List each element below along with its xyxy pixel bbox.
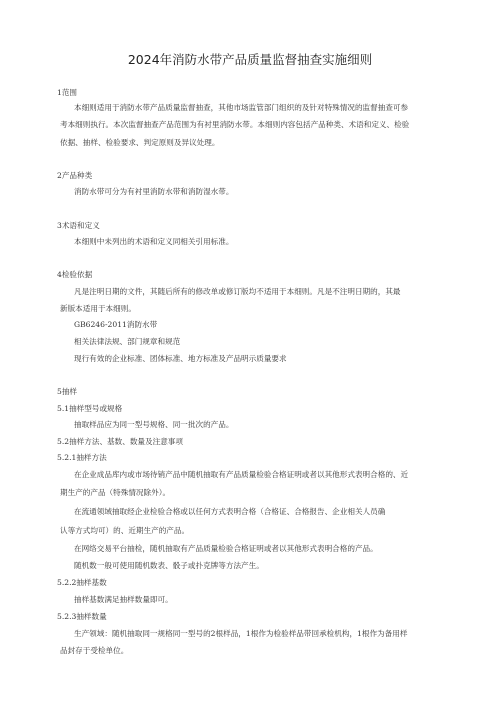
section-4-text-line: 新版本适用于本细则。 — [60, 304, 136, 313]
section-5-text-line: 随机数一般可使用随机数表、骰子或扑克牌等方法产生。 — [74, 561, 264, 570]
section-3-heading: 3术语和定义 — [57, 221, 100, 230]
section-4-text-line: 凡是注明日期的文件，其随后所有的修改单或修订版均不适用于本细则。凡是不注明日期的，其最 — [74, 287, 401, 296]
subsection-5-2-2-heading: 5.2.2抽样基数 — [57, 578, 107, 587]
section-5-text-line: 在网络交易平台抽检，随机抽取有产品质量检验合格证明或者以其他形式表明合格的产品。 — [74, 544, 378, 553]
section-1-text-line: 依据、抽样、检验要求、判定原则及异议处理。 — [60, 138, 220, 147]
section-1-text-line: 考本细则执行。本次监督抽查产品范围为有衬里消防水带。本细则内容包括产品种类、术语和定义、检验 — [60, 120, 410, 129]
subsection-5-2-1-heading: 5.2.1抽样方法 — [57, 453, 107, 462]
section-4-heading: 4检验依据 — [57, 270, 93, 279]
subsection-5-2-3-heading: 5.2.3抽样数量 — [57, 612, 107, 621]
section-5-text-line: 期生产的产品（特殊情况除外）。 — [60, 488, 171, 497]
reference-standard: GB6246-2011消防水带 — [74, 320, 158, 329]
section-2-text-line: 消防水带可分为有衬里消防水带和消防湿水带。 — [74, 187, 234, 196]
document-title: 2024年消防水带产品质量监督抽查实施细则 — [127, 52, 373, 67]
section-5-text-line: 在流通领域抽取经企业检验合格或以任何方式表明合格（合格证、合格报告、企业相关人员确 — [74, 507, 386, 516]
section-5-text-line: 认等方式均可）的、近期生产的产品。 — [60, 526, 190, 535]
section-5-text-line: 抽取样品应为同一型号规格、同一批次的产品。 — [74, 420, 234, 429]
section-1-text-line: 本细则适用于消防水带产品质量监督抽查，其他市场监管部门组织的及针对特殊情况的监督抽查可参 — [74, 103, 409, 112]
section-5-heading: 5抽样 — [57, 387, 78, 396]
section-5-text-line: 在企业成品库内或市场待销产品中随机抽取有产品质量检验合格证明或者以其他形式表明合格的、近 — [74, 470, 409, 479]
section-2-heading: 2产品种类 — [57, 171, 93, 180]
section-5-text-line: 生产领域：随机抽取同一规格同一型号的2根样品，1根作为检验样品带回承检机构，1根作为备用样 — [74, 629, 408, 638]
section-3-text-line: 本细则中未列出的术语和定义同相关引用标准。 — [74, 237, 234, 246]
section-1-heading: 1范围 — [57, 88, 78, 97]
subsection-5-2-heading: 5.2抽样方法、基数、数量及注意事项 — [57, 437, 183, 446]
subsection-5-1-heading: 5.1抽样型号或规格 — [57, 404, 123, 413]
section-5-text-line: 品封存于受检单位。 — [60, 646, 129, 655]
section-5-text-line: 抽样基数满足抽样数量即可。 — [74, 595, 173, 604]
reference-item: 现行有效的企业标准、团体标准、地方标准及产品明示质量要求 — [74, 354, 287, 363]
reference-item: 相关法律法规、部门规章和规范 — [74, 337, 181, 346]
